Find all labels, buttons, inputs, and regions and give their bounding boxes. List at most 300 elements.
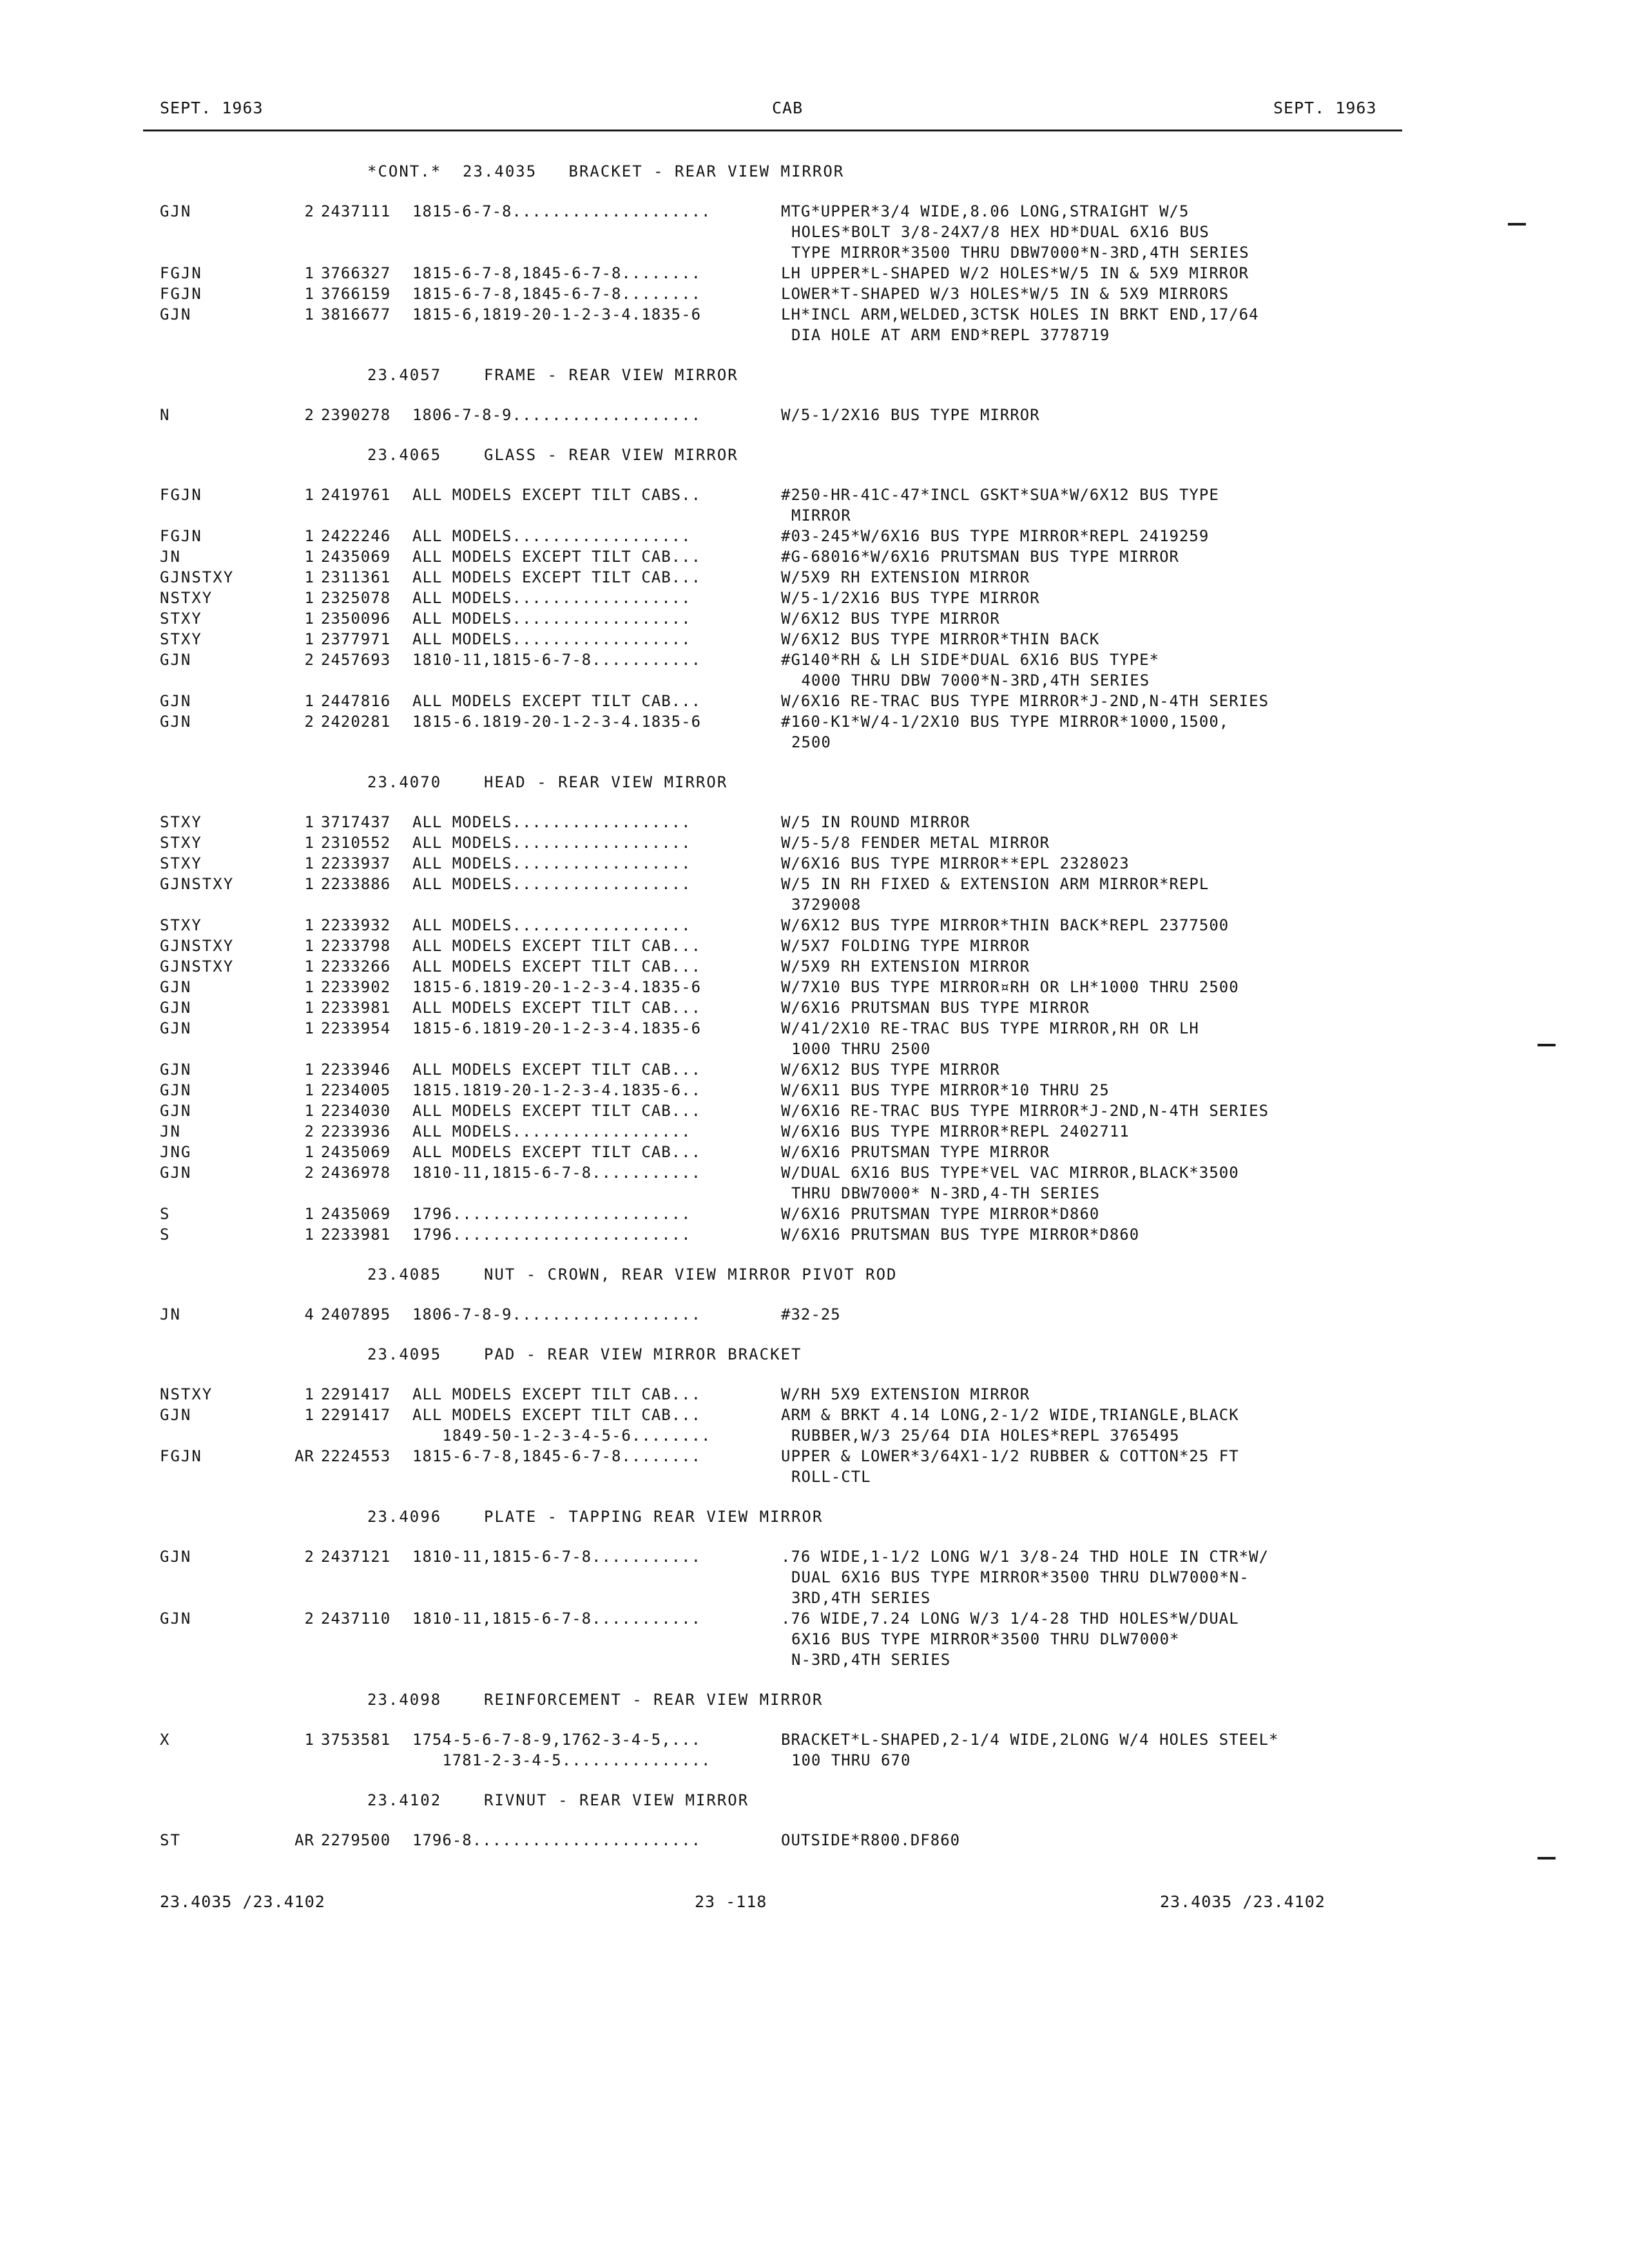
part-number: 2291417 xyxy=(321,1406,391,1424)
model-applicability: 1810-11,1815-6-7-8........... xyxy=(412,1548,702,1566)
footer-page-number: 23 -118 xyxy=(695,1892,767,1911)
model-applicability: 1815-6-7-8,1845-6-7-8........ xyxy=(412,264,702,282)
model-applicability: ALL MODELS EXCEPT TILT CAB... xyxy=(412,1385,702,1403)
entry-line xyxy=(0,1142,1629,1162)
model-applicability: ALL MODELS EXCEPT TILT CAB... xyxy=(412,1406,702,1424)
quantity: 2 xyxy=(304,1548,314,1566)
part-entry xyxy=(0,874,1629,915)
part-description: LOWER*T-SHAPED W/3 HOLES*W/5 IN & 5X9 MIRRORS xyxy=(781,285,1229,303)
part-number: 2325078 xyxy=(321,589,391,607)
part-description: W/5X7 FOLDING TYPE MIRROR xyxy=(781,937,1030,955)
part-entry xyxy=(0,1304,1629,1325)
entry-line xyxy=(0,1546,1629,1567)
entry-line xyxy=(0,874,1629,894)
model-code: FGJN xyxy=(160,486,202,504)
entry-line xyxy=(0,670,1629,691)
model-applicability: ALL MODELS EXCEPT TILT CAB... xyxy=(412,548,702,566)
entry-line xyxy=(0,977,1629,997)
part-entry xyxy=(0,1384,1629,1405)
quantity: 1 xyxy=(304,1731,314,1749)
footer-range-right: 23.4035 /23.4102 xyxy=(1160,1892,1325,1911)
part-description: OUTSIDE*R800.DF860 xyxy=(781,1831,961,1849)
part-number: 2233266 xyxy=(321,957,391,975)
model-applicability: 1806-7-8-9................... xyxy=(412,1305,702,1323)
part-number: 2233981 xyxy=(321,1225,391,1244)
quantity: AR xyxy=(294,1831,314,1849)
model-applicability: ALL MODELS.................. xyxy=(412,630,691,648)
part-number: 2234030 xyxy=(321,1102,391,1120)
entry-line xyxy=(0,222,1629,242)
part-number: 2436978 xyxy=(321,1164,391,1182)
part-description: #G-68016*W/6X16 PRUTSMAN BUS TYPE MIRROR xyxy=(781,548,1179,566)
model-code: JN xyxy=(160,548,181,566)
model-applicability: 1806-7-8-9................... xyxy=(412,406,702,424)
part-entry xyxy=(0,1121,1629,1142)
quantity: 1 xyxy=(304,548,314,566)
model-code: JNG xyxy=(160,1143,192,1161)
model-code: GJN xyxy=(160,1548,192,1566)
part-entry xyxy=(0,526,1629,546)
part-number: 2233937 xyxy=(321,854,391,872)
entry-line xyxy=(0,526,1629,546)
entry-line xyxy=(0,1018,1629,1039)
entry-line xyxy=(0,732,1629,753)
entry-line xyxy=(0,956,1629,977)
entry-line xyxy=(0,1649,1629,1670)
part-description: W/6X16 PRUTSMAN TYPE MIRROR*D860 xyxy=(781,1205,1100,1223)
quantity: 1 xyxy=(304,285,314,303)
entry-line xyxy=(0,201,1629,222)
entry-line xyxy=(0,853,1629,874)
catalog-section xyxy=(0,1344,1629,1487)
model-applicability: 1810-11,1815-6-7-8........... xyxy=(412,1610,702,1628)
quantity: 2 xyxy=(304,202,314,220)
entry-line xyxy=(0,284,1629,304)
part-description-cont: 4000 THRU DBW 7000*N-3RD,4TH SERIES xyxy=(791,671,1150,689)
part-description: LH*INCL ARM,WELDED,3CTSK HOLES IN BRKT END,17/64 xyxy=(781,305,1259,323)
part-number: 2311361 xyxy=(321,568,391,586)
entry-line xyxy=(0,485,1629,505)
model-code: GJN xyxy=(160,1406,192,1424)
part-entry xyxy=(0,405,1629,425)
section-title: 23.4065 GLASS - REAR VIEW MIRROR xyxy=(367,446,738,464)
part-entry xyxy=(0,1830,1629,1850)
quantity: 1 xyxy=(304,630,314,648)
model-code: GJN xyxy=(160,999,192,1017)
model-code: GJN xyxy=(160,1019,192,1037)
part-description: W/6X16 RE-TRAC BUS TYPE MIRROR*J-2ND,N-4TH SERIES xyxy=(781,1102,1269,1120)
quantity: AR xyxy=(294,1447,314,1465)
quantity: 1 xyxy=(304,305,314,323)
part-entry xyxy=(0,1405,1629,1446)
model-applicability: ALL MODELS.................. xyxy=(412,589,691,607)
model-applicability: ALL MODELS EXCEPT TILT CAB... xyxy=(412,1102,702,1120)
catalog-section xyxy=(0,365,1629,425)
part-description-cont: 3RD,4TH SERIES xyxy=(791,1589,931,1607)
quantity: 2 xyxy=(304,713,314,731)
entry-line xyxy=(0,242,1629,263)
catalog-section xyxy=(0,1264,1629,1325)
section-title: 23.4095 PAD - REAR VIEW MIRROR BRACKET xyxy=(367,1345,802,1363)
part-entry xyxy=(0,1546,1629,1608)
entry-line xyxy=(0,649,1629,670)
part-description-cont: THRU DBW7000* N-3RD,4-TH SERIES xyxy=(791,1184,1100,1202)
part-description: W/6X16 RE-TRAC BUS TYPE MIRROR*J-2ND,N-4TH SERIES xyxy=(781,692,1269,710)
entry-line xyxy=(0,1204,1629,1224)
model-code: GJN xyxy=(160,1164,192,1182)
part-number: 2437121 xyxy=(321,1548,391,1566)
header-section-name: CAB xyxy=(772,99,804,117)
quantity: 1 xyxy=(304,978,314,996)
model-code: NSTXY xyxy=(160,1385,213,1403)
part-entry xyxy=(0,1608,1629,1670)
entry-line xyxy=(0,1729,1629,1750)
part-description: W/6X16 BUS TYPE MIRROR**EPL 2328023 xyxy=(781,854,1130,872)
part-number: 2457693 xyxy=(321,651,391,669)
entry-line xyxy=(0,1059,1629,1080)
quantity: 1 xyxy=(304,937,314,955)
quantity: 1 xyxy=(304,568,314,586)
part-description-cont: DUAL 6X16 BUS TYPE MIRROR*3500 THRU DLW7000*N- xyxy=(791,1568,1249,1586)
footer-range-left: 23.4035 /23.4102 xyxy=(160,1892,325,1911)
model-applicability: ALL MODELS EXCEPT TILT CAB... xyxy=(412,957,702,975)
part-number: 2233902 xyxy=(321,978,391,996)
part-entry xyxy=(0,485,1629,526)
model-applicability: 1796........................ xyxy=(412,1225,691,1244)
catalog-section xyxy=(0,161,1629,345)
part-description: W/5 IN ROUND MIRROR xyxy=(781,813,970,831)
model-code: N xyxy=(160,406,171,424)
quantity: 1 xyxy=(304,486,314,504)
model-applicability: 1815-6.1819-20-1-2-3-4.1835-6 xyxy=(412,978,702,996)
part-description: W/5-1/2X16 BUS TYPE MIRROR xyxy=(781,406,1040,424)
entry-line xyxy=(0,1080,1629,1100)
part-description-cont: HOLES*BOLT 3/8-24X7/8 HEX HD*DUAL 6X16 BUS xyxy=(791,223,1210,241)
part-number: 2447816 xyxy=(321,692,391,710)
model-code: ST xyxy=(160,1831,181,1849)
model-code: STXY xyxy=(160,610,202,628)
part-description-cont: 3729008 xyxy=(791,896,862,914)
part-description: W/5 IN RH FIXED & EXTENSION ARM MIRROR*REPL xyxy=(781,875,1210,893)
quantity: 2 xyxy=(304,1122,314,1140)
part-description-cont: 6X16 BUS TYPE MIRROR*3500 THRU DLW7000* xyxy=(791,1630,1180,1648)
entry-line xyxy=(0,546,1629,567)
part-entry xyxy=(0,1446,1629,1487)
quantity: 1 xyxy=(304,813,314,831)
part-entry xyxy=(0,649,1629,691)
model-applicability-cont: 1849-50-1-2-3-4-5-6........ xyxy=(412,1427,711,1445)
model-applicability: ALL MODELS.................. xyxy=(412,610,691,628)
part-entry xyxy=(0,588,1629,608)
part-number: 2390278 xyxy=(321,406,391,424)
entry-line xyxy=(0,1162,1629,1183)
section-title: *CONT.* 23.4035 BRACKET - REAR VIEW MIRROR xyxy=(367,162,845,180)
part-description: W/6X16 PRUTSMAN BUS TYPE MIRROR*D860 xyxy=(781,1225,1140,1244)
part-description: W/5X9 RH EXTENSION MIRROR xyxy=(781,568,1030,586)
entry-line xyxy=(0,915,1629,936)
part-entry xyxy=(0,832,1629,853)
section-title: 23.4070 HEAD - REAR VIEW MIRROR xyxy=(367,773,728,791)
part-entry xyxy=(0,711,1629,753)
entry-line xyxy=(0,263,1629,284)
part-description-cont: 100 THRU 670 xyxy=(791,1751,911,1769)
quantity: 2 xyxy=(304,1164,314,1182)
section-title: 23.4102 RIVNUT - REAR VIEW MIRROR xyxy=(367,1791,749,1809)
part-entry xyxy=(0,1204,1629,1224)
part-entry xyxy=(0,629,1629,649)
model-code: JN xyxy=(160,1305,181,1323)
entry-line xyxy=(0,832,1629,853)
model-applicability: ALL MODELS.................. xyxy=(412,834,691,852)
quantity: 1 xyxy=(304,1143,314,1161)
part-description: #160-K1*W/4-1/2X10 BUS TYPE MIRROR*1000,1500, xyxy=(781,713,1229,731)
part-entry xyxy=(0,1142,1629,1162)
part-description: #G140*RH & LH SIDE*DUAL 6X16 BUS TYPE* xyxy=(781,651,1160,669)
entry-line xyxy=(0,1100,1629,1121)
part-description: BRACKET*L-SHAPED,2-1/4 WIDE,2LONG W/4 HOLES STEEL* xyxy=(781,1731,1279,1749)
entry-line xyxy=(0,1588,1629,1608)
part-description: MTG*UPPER*3/4 WIDE,8.06 LONG,STRAIGHT W/5 xyxy=(781,202,1190,220)
model-code: FGJN xyxy=(160,1447,202,1465)
part-entry xyxy=(0,691,1629,711)
quantity: 1 xyxy=(304,1406,314,1424)
model-code: GJN xyxy=(160,305,192,323)
model-applicability: ALL MODELS EXCEPT TILT CAB... xyxy=(412,1061,702,1079)
model-code: GJNSTXY xyxy=(160,937,235,955)
part-number: 3816677 xyxy=(321,305,391,323)
part-entry xyxy=(0,1729,1629,1771)
part-entry xyxy=(0,997,1629,1018)
part-description: W/6X12 BUS TYPE MIRROR xyxy=(781,610,1000,628)
part-description: W/6X11 BUS TYPE MIRROR*10 THRU 25 xyxy=(781,1081,1110,1099)
model-applicability: 1815-6-7-8,1845-6-7-8........ xyxy=(412,285,702,303)
part-number: 2350096 xyxy=(321,610,391,628)
model-code: GJNSTXY xyxy=(160,957,235,975)
header-date-left: SEPT. 1963 xyxy=(160,99,264,117)
part-description: W/6X12 BUS TYPE MIRROR*THIN BACK xyxy=(781,630,1100,648)
part-number: 2435069 xyxy=(321,548,391,566)
part-description: .76 WIDE,1-1/2 LONG W/1 3/8-24 THD HOLE IN CTR*W/ xyxy=(781,1548,1269,1566)
quantity: 2 xyxy=(304,1610,314,1628)
part-number: 2435069 xyxy=(321,1205,391,1223)
section-title: 23.4085 NUT - CROWN, REAR VIEW MIRROR PIVOT ROD xyxy=(367,1265,898,1283)
part-entry xyxy=(0,263,1629,284)
part-number: 2407895 xyxy=(321,1305,391,1323)
margin-mark xyxy=(1508,223,1526,226)
header-date-right: SEPT. 1963 xyxy=(1273,99,1377,117)
part-description-cont: DIA HOLE AT ARM END*REPL 3778719 xyxy=(791,326,1110,344)
part-entry xyxy=(0,201,1629,263)
model-applicability: ALL MODELS.................. xyxy=(412,916,691,934)
model-applicability: ALL MODELS.................. xyxy=(412,875,691,893)
quantity: 1 xyxy=(304,1081,314,1099)
entry-line xyxy=(0,1466,1629,1487)
part-description: W/DUAL 6X16 BUS TYPE*VEL VAC MIRROR,BLACK*3500 xyxy=(781,1164,1239,1182)
part-number: 2437111 xyxy=(321,202,391,220)
quantity: 1 xyxy=(304,834,314,852)
entry-line xyxy=(0,608,1629,629)
part-number: 2233954 xyxy=(321,1019,391,1037)
model-code: GJN xyxy=(160,1102,192,1120)
entry-line xyxy=(0,567,1629,588)
model-applicability: ALL MODELS EXCEPT TILT CAB... xyxy=(412,568,702,586)
catalog-section xyxy=(0,1790,1629,1850)
quantity: 1 xyxy=(304,1019,314,1037)
quantity: 1 xyxy=(304,692,314,710)
part-number: 2291417 xyxy=(321,1385,391,1403)
part-entry xyxy=(0,936,1629,956)
part-description: W/6X16 PRUTSMAN TYPE MIRROR xyxy=(781,1143,1050,1161)
model-code: STXY xyxy=(160,630,202,648)
section-title: 23.4057 FRAME - REAR VIEW MIRROR xyxy=(367,366,738,384)
quantity: 1 xyxy=(304,875,314,893)
model-applicability: 1815-6-7-8.................... xyxy=(412,202,711,220)
quantity: 1 xyxy=(304,957,314,975)
model-applicability-cont: 1781-2-3-4-5............... xyxy=(412,1751,711,1769)
quantity: 1 xyxy=(304,610,314,628)
model-code: GJN xyxy=(160,1061,192,1079)
entry-line xyxy=(0,1304,1629,1325)
part-description: W/RH 5X9 EXTENSION MIRROR xyxy=(781,1385,1030,1403)
part-entry xyxy=(0,1162,1629,1204)
part-description: W/5-1/2X16 BUS TYPE MIRROR xyxy=(781,589,1040,607)
part-entry xyxy=(0,1100,1629,1121)
entry-line xyxy=(0,1405,1629,1425)
model-code: GJNSTXY xyxy=(160,875,235,893)
entry-line xyxy=(0,1183,1629,1204)
entry-line xyxy=(0,1446,1629,1466)
part-description: #32-25 xyxy=(781,1305,841,1323)
part-description-cont: 1000 THRU 2500 xyxy=(791,1040,931,1058)
model-applicability: ALL MODELS.................. xyxy=(412,854,691,872)
part-number: 2233936 xyxy=(321,1122,391,1140)
model-applicability: ALL MODELS EXCEPT TILT CAB... xyxy=(412,692,702,710)
entry-line xyxy=(0,1224,1629,1245)
model-code: STXY xyxy=(160,916,202,934)
model-code: FGJN xyxy=(160,527,202,545)
part-number: 2233798 xyxy=(321,937,391,955)
parts-list xyxy=(0,161,1629,1850)
quantity: 1 xyxy=(304,999,314,1017)
part-number: 2233946 xyxy=(321,1061,391,1079)
part-number: 2422246 xyxy=(321,527,391,545)
margin-mark xyxy=(1537,1044,1556,1046)
part-description-cont: N-3RD,4TH SERIES xyxy=(791,1651,951,1669)
model-code: GJN xyxy=(160,1081,192,1099)
part-number: 2419761 xyxy=(321,486,391,504)
part-number: 2437110 xyxy=(321,1610,391,1628)
entry-line xyxy=(0,405,1629,425)
quantity: 4 xyxy=(304,1305,314,1323)
part-entry xyxy=(0,304,1629,345)
part-number: 2233886 xyxy=(321,875,391,893)
model-applicability: 1796-8....................... xyxy=(412,1831,702,1849)
entry-line xyxy=(0,1750,1629,1771)
model-code: GJN xyxy=(160,202,192,220)
model-applicability: 1815.1819-20-1-2-3-4.1835-6.. xyxy=(412,1081,702,1099)
model-applicability: 1796........................ xyxy=(412,1205,691,1223)
part-entry xyxy=(0,608,1629,629)
part-description: LH UPPER*L-SHAPED W/2 HOLES*W/5 IN & 5X9 MIRROR xyxy=(781,264,1249,282)
margin-mark xyxy=(1537,1857,1556,1860)
quantity: 2 xyxy=(304,651,314,669)
model-applicability: ALL MODELS.................. xyxy=(412,527,691,545)
entry-line xyxy=(0,812,1629,832)
part-description-cont: 2500 xyxy=(791,733,831,751)
model-code: GJN xyxy=(160,692,192,710)
part-number: 2224553 xyxy=(321,1447,391,1465)
model-code: STXY xyxy=(160,813,202,831)
part-description-cont: ROLL-CTL xyxy=(791,1468,871,1486)
model-code: GJN xyxy=(160,1610,192,1628)
model-applicability: 1810-11,1815-6-7-8........... xyxy=(412,1164,702,1182)
entry-line xyxy=(0,1121,1629,1142)
entry-line xyxy=(0,505,1629,526)
part-description: W/5X9 RH EXTENSION MIRROR xyxy=(781,957,1030,975)
part-description: #03-245*W/6X16 BUS TYPE MIRROR*REPL 2419259 xyxy=(781,527,1210,545)
part-entry xyxy=(0,956,1629,977)
part-description: W/41/2X10 RE-TRAC BUS TYPE MIRROR,RH OR LH xyxy=(781,1019,1199,1037)
model-code: GJN xyxy=(160,651,192,669)
model-code: S xyxy=(160,1225,171,1244)
part-description: W/6X16 PRUTSMAN BUS TYPE MIRROR xyxy=(781,999,1090,1017)
quantity: 1 xyxy=(304,527,314,545)
entry-line xyxy=(0,711,1629,732)
part-number: 2310552 xyxy=(321,834,391,852)
part-number: 2377971 xyxy=(321,630,391,648)
entry-line xyxy=(0,588,1629,608)
model-code: GJN xyxy=(160,978,192,996)
entry-line xyxy=(0,997,1629,1018)
part-number: 2233981 xyxy=(321,999,391,1017)
part-number: 3717437 xyxy=(321,813,391,831)
part-entry xyxy=(0,812,1629,832)
part-entry xyxy=(0,1224,1629,1245)
model-applicability: ALL MODELS.................. xyxy=(412,813,691,831)
part-entry xyxy=(0,284,1629,304)
model-applicability: 1815-6,1819-20-1-2-3-4.1835-6 xyxy=(412,305,702,323)
part-description-cont: RUBBER,W/3 25/64 DIA HOLES*REPL 3765495 xyxy=(791,1427,1180,1445)
model-code: NSTXY xyxy=(160,589,213,607)
part-description: UPPER & LOWER*3/64X1-1/2 RUBBER & COTTON*25 FT xyxy=(781,1447,1239,1465)
quantity: 1 xyxy=(304,916,314,934)
section-title: 23.4098 REINFORCEMENT - REAR VIEW MIRROR xyxy=(367,1691,824,1709)
part-description: W/6X12 BUS TYPE MIRROR*THIN BACK*REPL 2377500 xyxy=(781,916,1229,934)
part-entry xyxy=(0,1080,1629,1100)
model-applicability: ALL MODELS EXCEPT TILT CABS.. xyxy=(412,486,702,504)
catalog-section xyxy=(0,1689,1629,1771)
entry-line xyxy=(0,691,1629,711)
entry-line xyxy=(0,1608,1629,1629)
part-description-cont: TYPE MIRROR*3500 THRU DBW7000*N-3RD,4TH SERIES xyxy=(791,244,1249,262)
entry-line xyxy=(0,936,1629,956)
entry-line xyxy=(0,325,1629,345)
entry-line xyxy=(0,304,1629,325)
model-code: FGJN xyxy=(160,285,202,303)
model-code: GJNSTXY xyxy=(160,568,235,586)
header-rule xyxy=(143,130,1402,131)
entry-line xyxy=(0,1567,1629,1588)
model-code: X xyxy=(160,1731,171,1749)
section-title: 23.4096 PLATE - TAPPING REAR VIEW MIRROR xyxy=(367,1508,824,1526)
quantity: 1 xyxy=(304,854,314,872)
quantity: 1 xyxy=(304,1225,314,1244)
model-applicability: 1815-6.1819-20-1-2-3-4.1835-6 xyxy=(412,713,702,731)
catalog-section xyxy=(0,1506,1629,1670)
quantity: 1 xyxy=(304,264,314,282)
part-description: ARM & BRKT 4.14 LONG,2-1/2 WIDE,TRIANGLE,BLACK xyxy=(781,1406,1239,1424)
entry-line xyxy=(0,1384,1629,1405)
